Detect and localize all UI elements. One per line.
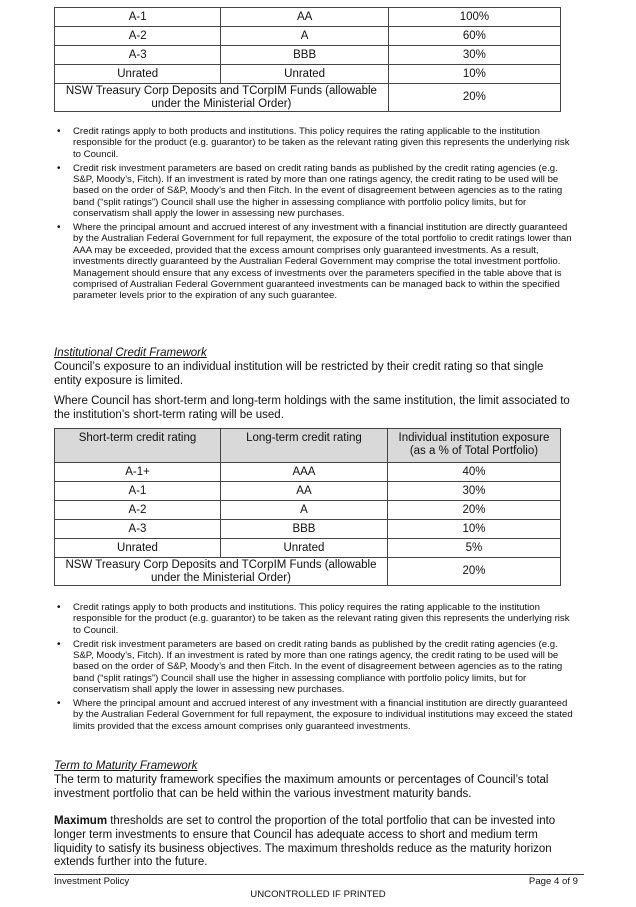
footer-notice: UNCONTROLLED IF PRINTED — [250, 889, 386, 900]
column-header: Long-term credit rating — [221, 429, 388, 463]
table-row: A-3 BBB 10% — [55, 520, 561, 539]
bullet-list — [54, 602, 574, 735]
table-row: A-1 AA 100% — [55, 8, 561, 27]
list-item: • Credit risk investment parameters are based on credit rating bands as published by the credit rating agencies (e.g. S&P, Moody’s, Fitch). If an investment is rated by more than one ratings agency, the credit rating to be used will be based on the order of S&P, Moody’s and then Fitch. In the event of disagreement between agencies as to the rating band (“split ratings”) Council shall use the higher in assessing compliance with portfolio policy limits, but for conservatism shall apply the lower in assessing new purchases. — [54, 163, 574, 220]
list-item: • Where the principal amount and accrued interest of any investment with a financial institution are directly guaranteed by the Australian Federal Government for full repayment, the exposure of the total portfolio to credit ratings lower than AAA may be exceeded, provided that the excess amount comprises only guaranteed investments. As a result, investments directly guaranteed by the Australian Federal Government may comprise the total investment portfolio. Management should ensure that any excess of investments over the parameters specified in the table above that is comprised of Australian Federal Government guaranteed investments can be managed back to within the specified parameter levels prior to the expiration of any such guarantee. — [54, 222, 574, 302]
page-number: Page 4 of 9 — [528, 876, 578, 887]
portfolio-credit-table — [54, 7, 561, 112]
bold-term: Maximum — [54, 815, 108, 827]
table-row: A-1 AA 30% — [55, 482, 561, 501]
footer-title: Investment Policy — [54, 876, 130, 887]
table-row: NSW Treasury Corp Deposits and TCorpIM Funds (allowable under the Ministerial Order) 20% — [55, 558, 561, 586]
paragraph: Maximum thresholds are set to control the proportion of the total portfolio that can be invested into longer term investments to ensure that Council has adequate access to short and medium term liquidity to satisfy its business objectives. The maximum thresholds reduce as the maturity horizon extends further into the future. — [54, 815, 556, 869]
paragraph: Council’s exposure to an individual institution will be restricted by their credit rating so that single entity exposure is limited. — [54, 361, 544, 387]
table-header-row — [55, 429, 561, 463]
list-item: • Credit risk investment parameters are based on credit rating bands as published by the credit rating agencies (e.g. S&P, Moody’s, Fitch). If an investment is rated by more than one ratings agency, the credit rating to be used will be based on the order of S&P, Moody’s and then Fitch. In the event of disagreement between agencies as to the rating band (“split ratings”) Council shall use the higher in assessing compliance with portfolio policy limits, but for conservatism shall apply the lower in assessing new purchases. — [54, 639, 574, 696]
paragraph: Where Council has short-term and long-term holdings with the same institution, the limit associated to the institution’s short-term rating will be used. — [54, 395, 570, 421]
table-row: Unrated Unrated 10% — [55, 65, 561, 84]
table-row: A-1+ AAA 40% — [55, 463, 561, 482]
table-row: A-2 A 20% — [55, 501, 561, 520]
section-heading: Term to Maturity Framework — [54, 760, 198, 772]
table-row: A-2 A 60% — [55, 27, 561, 46]
footer-divider — [54, 874, 584, 875]
paragraph: The term to maturity framework specifies the maximum amounts or percentages of Council’s total investment portfolio that can be held within the various investment maturity bands. — [54, 774, 549, 800]
table-row: A-3 BBB 30% — [55, 46, 561, 65]
bullet-list — [54, 126, 574, 304]
list-item: • Where the principal amount and accrued interest of any investment with a financial institution are directly guaranteed by the Australian Federal Government for full repayment, the exposure to individual institutions may exceed the stated limits provided that the excess amount comprises only guaranteed investments. — [54, 698, 574, 732]
section-heading: Institutional Credit Framework — [54, 347, 207, 359]
list-item: • Credit ratings apply to both products and institutions. This policy requires the rating applicable to the institution responsible for the product (e.g. guarantor) to be taken as the relevant rating given this represents the underlying risk to Council. — [54, 602, 574, 636]
table-row: Unrated Unrated 5% — [55, 539, 561, 558]
column-header: Individual institution exposure (as a % of Total Portfolio) — [387, 429, 560, 463]
table-row: NSW Treasury Corp Deposits and TCorpIM Funds (allowable under the Ministerial Order) 20% — [55, 84, 561, 112]
column-header: Short-term credit rating — [55, 429, 221, 463]
list-item: • Credit ratings apply to both products and institutions. This policy requires the rating applicable to the institution responsible for the product (e.g. guarantor) to be taken as the relevant rating given this represents the underlying risk to Council. — [54, 126, 574, 160]
institution-exposure-table — [54, 428, 561, 586]
